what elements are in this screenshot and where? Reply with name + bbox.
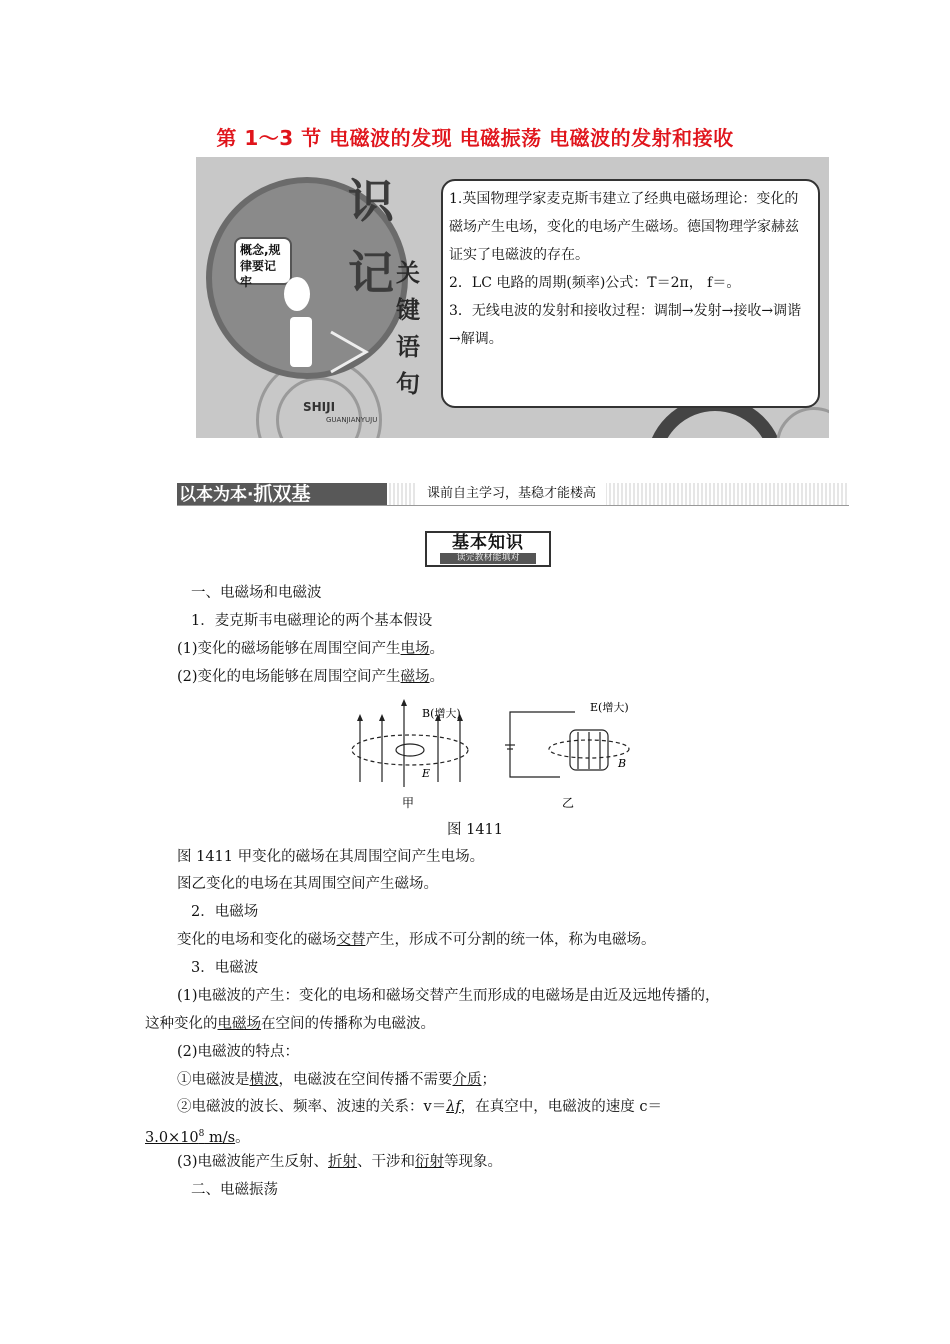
key-points-box (441, 179, 820, 408)
decor-ring (776, 407, 829, 438)
text-span: (2)变化的电场能够在周围空间产生 (177, 669, 401, 685)
answer-span: 交替 (336, 932, 366, 948)
logo-text: SHIJI (303, 400, 336, 414)
text-span: m/s (204, 1129, 236, 1146)
text-line: 图 1411 甲变化的磁场在其周围空间产生电场。 (177, 849, 485, 865)
label-char: 关 (396, 259, 420, 287)
text-span: 。 (429, 669, 445, 685)
text-span: ，在真空中，电磁波的速度 c＝ (460, 1099, 662, 1115)
figure-left-label: 甲 (402, 796, 415, 810)
text-span: ，电磁波在空间传播不需要 (278, 1072, 453, 1088)
text-line (177, 930, 656, 950)
section-bar-label-big: 抓双基 (253, 483, 311, 505)
big-char-ji: 记 (348, 246, 394, 300)
logo-subtext: GUANJIANYUJU (326, 416, 378, 424)
figure-caption: 图 1411 (446, 822, 503, 838)
section-bar (177, 483, 849, 506)
basic-knowledge-box (425, 531, 551, 567)
arrow-icon (326, 327, 376, 377)
figure-b-label: B(增大) (422, 707, 461, 720)
text-line (177, 667, 444, 687)
key-point: 1.英国物理学家麦克斯韦建立了经典电磁场理论：变化的磁场产生电场，变化的电场产生磁场。德国物理学家赫兹证实了电磁波的存在。 (449, 191, 799, 263)
answer-span: 电磁场 (217, 1016, 261, 1032)
basic-knowledge-title: 基本知识 (452, 533, 524, 553)
label-char: 键 (396, 296, 420, 324)
answer-span: 磁场 (400, 669, 430, 685)
text-span: 产生，形成不可分割的统一体，称为电磁场。 (365, 932, 656, 948)
text-line: 1．麦克斯韦电磁理论的两个基本假设 (191, 613, 433, 629)
exponent: 8 (198, 1129, 205, 1139)
answer-span: λf (446, 1099, 461, 1115)
speech-bubble: 概念,规律要记牢 (234, 237, 292, 285)
text-span: 这种变化的 (145, 1016, 218, 1032)
heading-1: 一、电磁场和电磁波 (191, 585, 322, 601)
figure-e-label: E(增大) (590, 701, 629, 714)
label-char: 句 (396, 370, 420, 398)
key-sentences-banner (196, 157, 829, 438)
figure-right-label: 乙 (562, 796, 575, 810)
label-char: 语 (396, 333, 420, 361)
text-span: ②电磁波的波长、频率、波速的关系：v＝ (177, 1099, 447, 1115)
text-line: (1)电磁波的产生：变化的电场和磁场交替产生而形成的电磁场是由近及远地传播的， (177, 988, 720, 1004)
answer-span: 介质 (452, 1072, 482, 1088)
big-char-shi: 识 (348, 174, 394, 228)
key-point: 3．无线电波的发射和接收过程：调制→发射→接收→调谐→解调。 (449, 303, 802, 347)
text-span: 、干涉和 (357, 1154, 416, 1170)
text-line: 3．电磁波 (191, 960, 259, 976)
text-span: ； (481, 1072, 496, 1088)
text-line (177, 639, 444, 659)
section-bar-slogan: 课前自主学习，基稳才能楼高 (417, 483, 606, 505)
basic-knowledge-subtitle: 读完教材能填对 (440, 553, 536, 564)
key-point: 2．LC 电路的周期(频率)公式：T＝2π， f＝。 (449, 275, 741, 291)
text-span: 。 (429, 641, 445, 657)
text-line: 2．电磁场 (191, 904, 259, 920)
answer-span: 电场 (400, 641, 430, 657)
text-span: 在空间的传播称为电磁波。 (261, 1016, 435, 1032)
text-line (145, 1124, 250, 1148)
figure-e-mark: E (422, 767, 431, 780)
answer-span: 折射 (328, 1154, 358, 1170)
text-span: 变化的电场和变化的磁场 (177, 932, 337, 948)
key-sentence-label (396, 255, 424, 403)
text-line (177, 1152, 502, 1172)
text-line (177, 1070, 496, 1090)
text-line (177, 1097, 662, 1117)
section-bar-label-text: 以本为本· (179, 485, 254, 505)
page-title: 第 1～3 节 电磁波的发现 电磁振荡 电磁波的发射和接收 (216, 126, 734, 150)
text-line: (2)电磁波的特点： (177, 1044, 300, 1060)
person-icon (284, 277, 310, 311)
heading-2: 二、电磁振荡 (191, 1182, 278, 1198)
text-span: (1)变化的磁场能够在周围空间产生 (177, 641, 401, 657)
section-bar-label (177, 483, 387, 505)
text-span: 。 (235, 1129, 250, 1146)
text-span: 3.0×10 (145, 1129, 199, 1146)
text-line (145, 1014, 435, 1034)
answer-span: 横波 (249, 1072, 279, 1088)
text-line: 图乙变化的电场在其周围空间产生磁场。 (177, 876, 438, 892)
text-span: (3)电磁波能产生反射、 (177, 1154, 329, 1170)
figure-1411 (340, 697, 650, 812)
text-span: ①电磁波是 (177, 1072, 250, 1088)
text-span: 等现象。 (444, 1154, 503, 1170)
answer-span: 衍射 (415, 1154, 445, 1170)
answer-span (145, 1130, 235, 1146)
figure-b-mark: B (618, 757, 627, 770)
person-body-icon (290, 317, 312, 367)
